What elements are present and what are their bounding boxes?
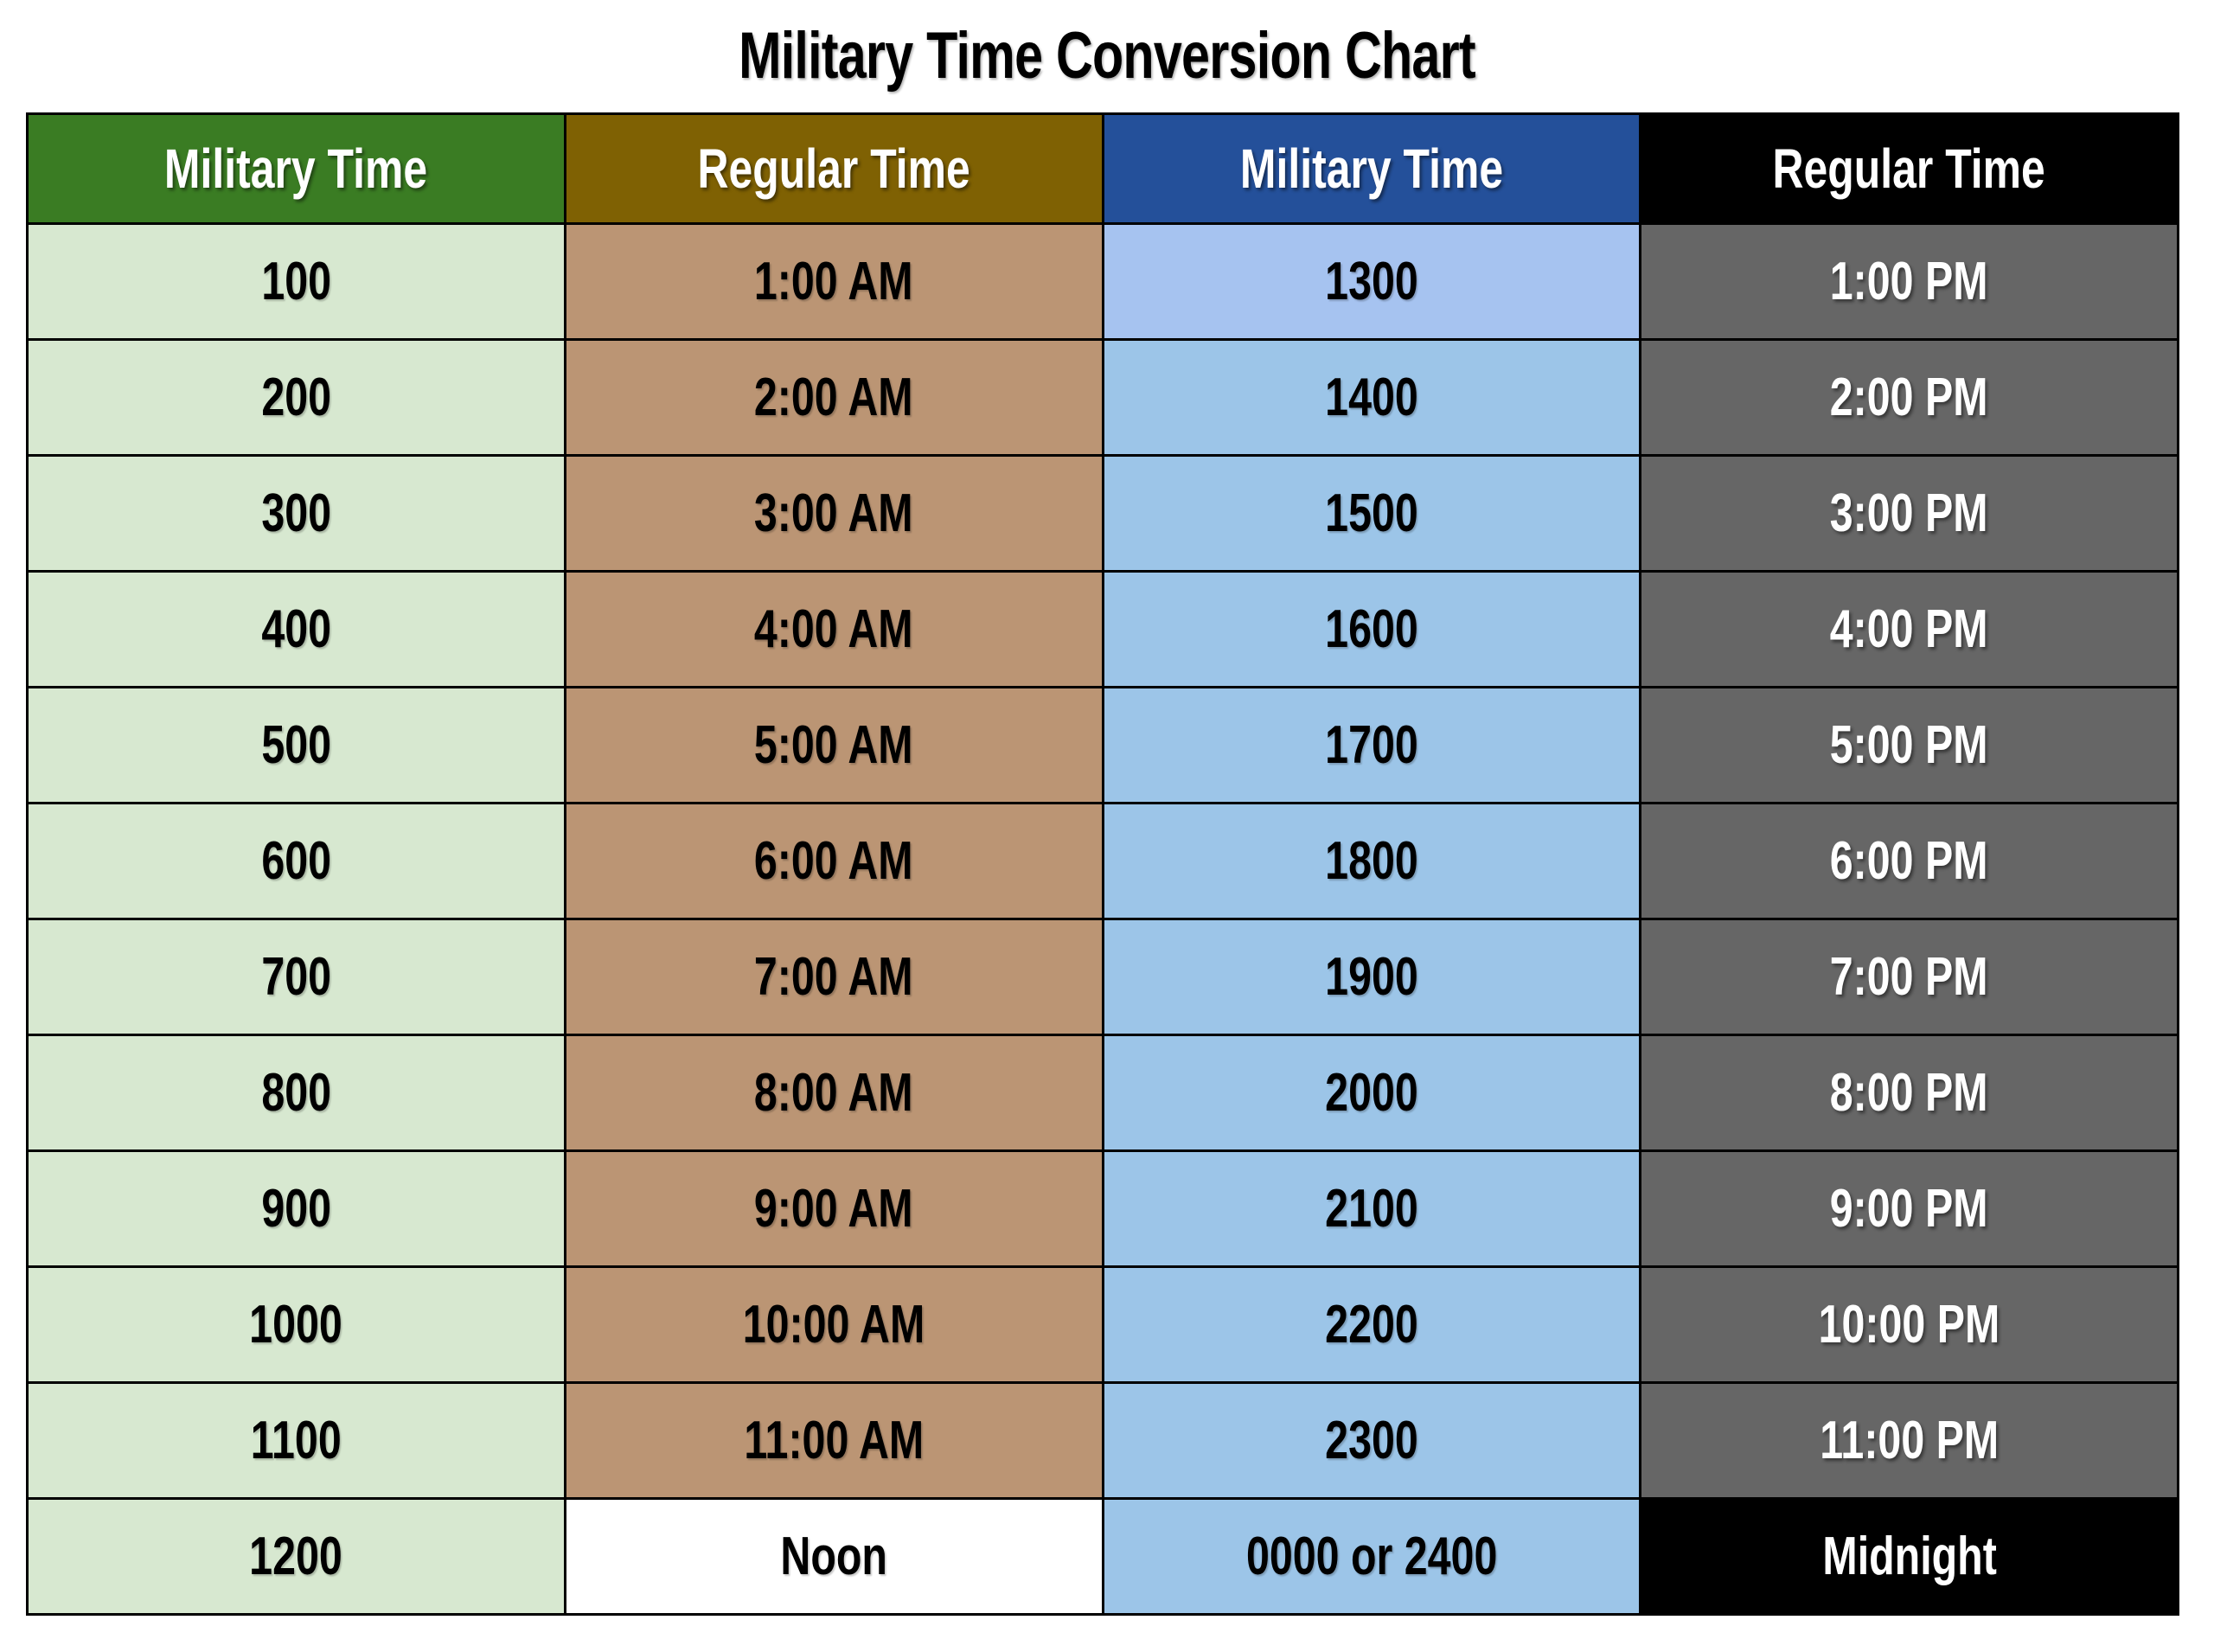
- cell-text: 9:00 AM: [754, 1179, 913, 1239]
- cell-text: 1000: [249, 1295, 343, 1354]
- cell-text: 2200: [1325, 1295, 1418, 1354]
- table-cell: [1641, 456, 2179, 572]
- table-cell: [565, 1035, 1103, 1151]
- table-cell: [1641, 804, 2179, 919]
- cell-text: 2:00 AM: [754, 368, 913, 427]
- table-cell: [28, 688, 566, 804]
- cell-text: 1600: [1325, 599, 1418, 659]
- cell-text: 4:00 AM: [754, 599, 913, 659]
- page-title: [0, 0, 2214, 112]
- cell-text: 1900: [1325, 947, 1418, 1007]
- table-row: [28, 919, 2179, 1035]
- cell-text: 2000: [1325, 1063, 1418, 1123]
- table-cell: [565, 1499, 1103, 1615]
- cell-text: 7:00 AM: [754, 947, 913, 1007]
- table-cell: [1103, 688, 1641, 804]
- table-cell: [1641, 572, 2179, 688]
- table-body: [28, 224, 2179, 1615]
- table-cell: [1641, 1035, 2179, 1151]
- table-cell: [565, 340, 1103, 456]
- table-cell: [565, 804, 1103, 919]
- table-row: [28, 1499, 2179, 1615]
- table-cell: [1103, 1151, 1641, 1267]
- table-cell: [28, 1151, 566, 1267]
- table-row: [28, 1151, 2179, 1267]
- cell-text: 5:00 AM: [754, 715, 913, 775]
- table-row: [28, 456, 2179, 572]
- cell-text: 500: [261, 715, 331, 775]
- cell-text: 900: [261, 1179, 331, 1239]
- cell-text: 11:00 PM: [1820, 1411, 2000, 1470]
- cell-text: 8:00 PM: [1830, 1063, 1989, 1123]
- column-header-1: [565, 114, 1103, 224]
- cell-text: 1:00 AM: [754, 252, 913, 311]
- cell-text: 700: [261, 947, 331, 1007]
- table-cell: [1641, 1499, 2179, 1615]
- table-cell: [1103, 804, 1641, 919]
- cell-text: 2:00 PM: [1830, 368, 1989, 427]
- column-header-label: Regular Time: [1772, 138, 2046, 200]
- cell-text: 3:00 PM: [1830, 483, 1989, 543]
- cell-text: 0000 or 2400: [1245, 1527, 1498, 1586]
- cell-text: 400: [261, 599, 331, 659]
- cell-text: 2300: [1325, 1411, 1418, 1470]
- table-cell: [1103, 1383, 1641, 1499]
- table-row: [28, 1035, 2179, 1151]
- table-row: [28, 688, 2179, 804]
- table-row: [28, 224, 2179, 340]
- cell-text: 600: [261, 831, 331, 891]
- table-cell: [1103, 224, 1641, 340]
- column-header-2: [1103, 114, 1641, 224]
- cell-text: 6:00 PM: [1830, 831, 1989, 891]
- cell-text: 800: [261, 1063, 331, 1123]
- table-cell: [1641, 919, 2179, 1035]
- table-cell: [1103, 919, 1641, 1035]
- table-cell: [1103, 1035, 1641, 1151]
- cell-text: 9:00 PM: [1830, 1179, 1989, 1239]
- table-cell: [565, 919, 1103, 1035]
- conversion-table: [26, 112, 2179, 1616]
- table-cell: [1103, 340, 1641, 456]
- cell-text: 1700: [1325, 715, 1418, 775]
- table-cell: [1641, 1267, 2179, 1383]
- column-header-0: [28, 114, 566, 224]
- table-header-row: [28, 114, 2179, 224]
- cell-text: 1200: [249, 1527, 343, 1586]
- cell-text: 1800: [1325, 831, 1418, 891]
- cell-text: 5:00 PM: [1830, 715, 1989, 775]
- cell-text: 1500: [1325, 483, 1418, 543]
- cell-text: 1:00 PM: [1830, 252, 1989, 311]
- cell-text: 10:00 AM: [742, 1295, 925, 1354]
- page-title-text: Military Time Conversion Chart: [739, 19, 1475, 93]
- table-cell: [565, 1267, 1103, 1383]
- cell-text: 11:00 AM: [744, 1411, 925, 1470]
- table-cell: [28, 1499, 566, 1615]
- table-cell: [565, 1151, 1103, 1267]
- cell-text: 4:00 PM: [1830, 599, 1989, 659]
- cell-text: 3:00 AM: [754, 483, 913, 543]
- table-cell: [1103, 1499, 1641, 1615]
- table-cell: [28, 1267, 566, 1383]
- table-cell: [1103, 1267, 1641, 1383]
- table-cell: [565, 224, 1103, 340]
- table-row: [28, 804, 2179, 919]
- table-cell: [28, 919, 566, 1035]
- column-header-label: Military Time: [164, 138, 428, 200]
- table-cell: [28, 224, 566, 340]
- cell-text: Noon: [780, 1527, 887, 1586]
- table-cell: [565, 1383, 1103, 1499]
- table-cell: [1103, 456, 1641, 572]
- table-cell: [1103, 572, 1641, 688]
- cell-text: 300: [261, 483, 331, 543]
- table-row: [28, 572, 2179, 688]
- table-cell: [1641, 688, 2179, 804]
- table-cell: [565, 688, 1103, 804]
- table-row: [28, 340, 2179, 456]
- table-cell: [28, 804, 566, 919]
- table-cell: [28, 1035, 566, 1151]
- column-header-3: [1641, 114, 2179, 224]
- table-cell: [28, 340, 566, 456]
- cell-text: Midnight: [1821, 1527, 1997, 1586]
- table-row: [28, 1267, 2179, 1383]
- cell-text: 8:00 AM: [754, 1063, 913, 1123]
- table-cell: [28, 572, 566, 688]
- table-cell: [565, 572, 1103, 688]
- cell-text: 10:00 PM: [1818, 1295, 2000, 1354]
- cell-text: 100: [261, 252, 331, 311]
- column-header-label: Regular Time: [697, 138, 970, 200]
- table-cell: [1641, 1383, 2179, 1499]
- table-cell: [1641, 340, 2179, 456]
- column-header-label: Military Time: [1239, 138, 1503, 200]
- table-cell: [1641, 1151, 2179, 1267]
- header-row: [28, 114, 2179, 224]
- cell-text: 2100: [1325, 1179, 1418, 1239]
- table-row: [28, 1383, 2179, 1499]
- table-cell: [1641, 224, 2179, 340]
- cell-text: 6:00 AM: [754, 831, 913, 891]
- cell-text: 1300: [1325, 252, 1418, 311]
- table-cell: [565, 456, 1103, 572]
- cell-text: 200: [261, 368, 331, 427]
- table-cell: [28, 1383, 566, 1499]
- table-cell: [28, 456, 566, 572]
- cell-text: 1100: [250, 1411, 342, 1470]
- cell-text: 7:00 PM: [1830, 947, 1989, 1007]
- cell-text: 1400: [1325, 368, 1418, 427]
